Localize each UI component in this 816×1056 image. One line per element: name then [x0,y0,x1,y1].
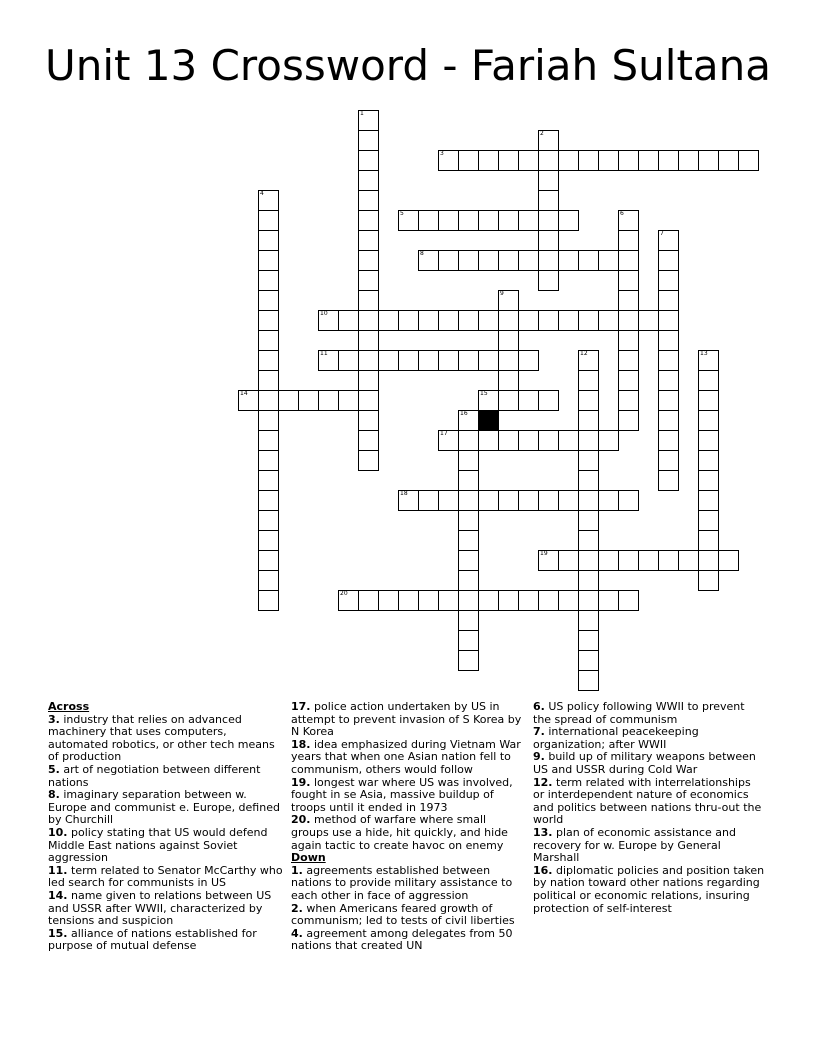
clue-down [291,903,527,928]
grid-cell[interactable] [538,150,559,171]
grid-cell[interactable] [458,570,479,591]
clue-text: art of negotiation between different nations [48,762,261,789]
grid-cell[interactable] [498,590,519,611]
grid-cell[interactable] [358,190,379,211]
grid-cell[interactable] [358,390,379,411]
grid-cell[interactable] [258,210,279,231]
clue-number-label: 17. [291,700,311,713]
clue-number: 5 [400,210,404,217]
grid-cell[interactable] [658,470,679,491]
grid-cell[interactable] [618,390,639,411]
grid-cell[interactable] [558,550,579,571]
grid-cell[interactable] [418,590,439,611]
grid-cell[interactable] [678,150,699,171]
grid-cell[interactable] [498,430,519,451]
grid-cell[interactable] [538,170,559,191]
grid-cell[interactable] [578,430,599,451]
clue-text: idea emphasized during Vietnam War years that when one Asian nation fell to communism, others would follow [291,737,521,776]
clue-text: international peacekeeping organization; after WWII [533,725,699,751]
grid-cell[interactable] [518,590,539,611]
clue-number: 15 [480,390,488,397]
clue-text: industry that relies on advanced machinery that uses computers, automated robotics, or other tech means of production [48,712,275,764]
clue-number: 2 [540,130,544,137]
grid-cell[interactable] [258,370,279,391]
clue-number-label: 4. [291,926,303,940]
clue-number: 3 [440,150,444,157]
grid-cell[interactable] [598,550,619,571]
clue-text: diplomatic policies and position taken by nation toward other nations regarding political or economic relations, insuring protection of self-interest [533,863,765,915]
grid-cell[interactable] [378,590,399,611]
grid-cell[interactable] [258,310,279,331]
clue-text: police action undertaken by US in attempt to prevent invasion of S Korea by N Korea [291,700,522,739]
clue-number: 17 [440,430,448,437]
grid-cell[interactable] [658,290,679,311]
grid-cell[interactable] [438,310,459,331]
grid-cell[interactable] [578,450,599,471]
clue-text: build up of military weapons between US and USSR during Cold War [533,750,756,776]
grid-cell[interactable] [358,150,379,171]
grid-cell[interactable] [358,590,379,611]
grid-cell[interactable] [478,210,499,231]
grid-cell[interactable] [518,310,539,331]
grid-cell[interactable] [558,490,579,511]
grid-cell[interactable] [598,150,619,171]
grid-cell[interactable] [618,270,639,291]
grid-cell[interactable] [658,330,679,351]
clue-down [533,865,765,915]
grid-cell[interactable] [598,310,619,331]
clue-number-label: 10. [48,825,68,839]
clue-down [533,751,765,776]
grid-cell[interactable] [538,310,559,331]
grid-cell[interactable] [498,330,519,351]
grid-cell[interactable] [558,210,579,231]
clue-text: agreement among delegates from 50 nations that created UN [291,926,513,953]
clue-text: alliance of nations established for purpose of mutual defense [48,926,257,953]
clue-across [48,789,288,827]
clue-text: plan of economic assistance and recovery for w. Europe by General Marshall [533,825,736,865]
clue-number: 11 [320,350,328,357]
grid-cell[interactable] [358,170,379,191]
grid-cell[interactable] [578,370,599,391]
grid-cell[interactable] [578,490,599,511]
grid-cell[interactable] [318,390,339,411]
grid-cell[interactable] [358,130,379,151]
clue-across [48,890,288,928]
grid-cell[interactable] [698,550,719,571]
grid-cell[interactable] [458,650,479,671]
grid-cell[interactable] [658,390,679,411]
clue-number: 19 [540,550,548,557]
grid-cell[interactable] [598,490,619,511]
grid-cell[interactable] [638,150,659,171]
clue-number-label: 13. [533,825,553,839]
clue-text: term related to Senator McCarthy who led search for communists in US [48,863,283,890]
clue-down [533,827,765,865]
grid-cell[interactable] [498,390,519,411]
clue-across [48,928,288,953]
clue-column-1 [48,701,288,953]
grid-cell[interactable] [458,250,479,271]
grid-cell[interactable] [458,210,479,231]
grid-cell[interactable] [578,630,599,651]
clue-number-label: 8. [48,788,60,802]
clue-column-3 [533,701,765,915]
grid-cell[interactable] [498,310,519,331]
grid-cell[interactable] [698,390,719,411]
clue-across [291,739,527,777]
clue-number-label: 7. [533,725,545,739]
grid-cell[interactable] [458,150,479,171]
grid-cell[interactable] [418,350,439,371]
page-title: Unit 13 Crossword - Fariah Sultana [44,41,772,90]
grid-cell[interactable] [258,450,279,471]
grid-cell[interactable] [578,670,599,691]
grid-cell[interactable] [538,590,559,611]
clue-number: 18 [400,490,408,497]
grid-cell[interactable] [678,550,699,571]
clue-number-label: 6. [533,700,545,713]
grid-cell[interactable] [398,590,419,611]
grid-cell[interactable] [418,490,439,511]
grid-cell[interactable] [478,150,499,171]
grid-cell[interactable] [378,310,399,331]
grid-cell[interactable] [518,150,539,171]
clue-across [48,714,288,764]
grid-cell[interactable] [338,390,359,411]
grid-cell[interactable] [578,550,599,571]
grid-cell[interactable] [658,270,679,291]
grid-cell[interactable] [258,330,279,351]
grid-cell[interactable] [618,370,639,391]
grid-cell[interactable] [478,430,499,451]
grid-cell[interactable] [358,270,379,291]
grid-cell[interactable] [598,430,619,451]
grid-cell[interactable] [578,470,599,491]
clue-number: 8 [420,250,424,257]
grid-cell[interactable] [658,450,679,471]
clue-number: 13 [700,350,708,357]
grid-cell[interactable] [578,250,599,271]
clue-number: 9 [500,290,504,297]
grid-cell[interactable] [358,230,379,251]
down-heading: Down [291,851,326,865]
clue-number-label: 3. [48,712,60,726]
grid-cell[interactable] [558,310,579,331]
grid-cell[interactable] [478,310,499,331]
clue-text: agreements established between nations to provide military assistance to each other in face of aggression [291,863,513,902]
clue-number-label: 11. [48,863,68,877]
grid-cell[interactable] [618,250,639,271]
grid-cell[interactable] [578,150,599,171]
grid-cell[interactable] [258,290,279,311]
grid-cell[interactable] [258,510,279,531]
grid-cell[interactable] [618,310,639,331]
grid-cell[interactable] [458,510,479,531]
grid-cell[interactable] [518,390,539,411]
grid-cell[interactable] [558,430,579,451]
grid-cell[interactable] [298,390,319,411]
grid-cell[interactable] [258,590,279,611]
clue-number-label: 19. [291,775,311,789]
grid-cell[interactable] [258,490,279,511]
clue-across [291,701,527,739]
clue-number-label: 1. [291,863,303,877]
grid-cell[interactable] [658,250,679,271]
clue-down [533,726,765,751]
grid-cell[interactable] [458,530,479,551]
grid-cell[interactable] [358,430,379,451]
grid-cell[interactable] [538,490,559,511]
grid-cell[interactable] [478,250,499,271]
grid-cell[interactable] [538,390,559,411]
grid-cell[interactable] [618,350,639,371]
grid-cell[interactable] [578,610,599,631]
grid-cell[interactable] [498,210,519,231]
grid-cell[interactable] [258,410,279,431]
grid-cell[interactable] [658,550,679,571]
clue-number-label: 12. [533,775,553,789]
grid-cell[interactable] [518,210,539,231]
grid-cell[interactable] [718,550,739,571]
grid-cell[interactable] [498,150,519,171]
grid-cell[interactable] [638,310,659,331]
grid-cell[interactable] [578,510,599,531]
grid-cell[interactable] [698,510,719,531]
grid-cell[interactable] [578,590,599,611]
clue-text: imaginary separation between w. Europe and communist e. Europe, defined by Churchill [48,788,280,827]
clue-number: 4 [260,190,264,197]
clue-number-label: 20. [291,813,311,827]
grid-cell[interactable] [618,290,639,311]
grid-cell[interactable] [558,150,579,171]
grid-cell[interactable] [378,350,399,371]
clue-number: 6 [620,210,624,217]
clue-text: longest war where US was involved, fought in se Asia, massive buildup of troops until it ended in 1973 [291,775,513,814]
grid-cell[interactable] [578,650,599,671]
grid-cell[interactable] [698,430,719,451]
grid-cell[interactable] [418,210,439,231]
grid-cell[interactable] [518,250,539,271]
grid-cell[interactable] [258,570,279,591]
grid-cell[interactable] [258,350,279,371]
grid-cell[interactable] [598,250,619,271]
grid-cell[interactable] [398,350,419,371]
grid-cell[interactable] [418,310,439,331]
grid-cell[interactable] [658,430,679,451]
black-square [478,410,499,431]
clue-number-label: 9. [533,750,545,764]
grid-cell[interactable] [518,430,539,451]
grid-cell[interactable] [698,150,719,171]
grid-cell[interactable] [358,250,379,271]
grid-cell[interactable] [558,590,579,611]
grid-cell[interactable] [618,230,639,251]
clue-number: 7 [660,230,664,237]
grid-cell[interactable] [398,310,419,331]
grid-cell[interactable] [658,310,679,331]
grid-cell[interactable] [698,370,719,391]
grid-cell[interactable] [618,490,639,511]
grid-cell[interactable] [458,610,479,631]
grid-cell[interactable] [438,250,459,271]
grid-cell[interactable] [438,590,459,611]
clue-across [48,865,288,890]
grid-cell[interactable] [638,550,659,571]
grid-cell[interactable] [598,590,619,611]
grid-cell[interactable] [658,350,679,371]
grid-cell[interactable] [358,310,379,331]
grid-cell[interactable] [658,370,679,391]
grid-cell[interactable] [578,310,599,331]
grid-cell[interactable] [498,350,519,371]
grid-cell[interactable] [498,250,519,271]
grid-cell[interactable] [538,230,559,251]
clue-text: method of warfare where small groups use a hide, hit quickly, and hide again tactic to create havoc on enemy [291,813,508,852]
clue-number-label: 18. [291,737,311,751]
clue-across [48,764,288,789]
clue-number-label: 2. [291,901,303,915]
clue-text: term related with interrelationships or interdependent nature of economics and politics between nations thru-out the world [533,775,762,827]
grid-cell[interactable] [578,530,599,551]
clue-column-2 [291,701,527,953]
grid-cell[interactable] [358,370,379,391]
grid-cell[interactable] [538,210,559,231]
grid-cell[interactable] [498,370,519,391]
grid-cell[interactable] [258,470,279,491]
grid-cell[interactable] [658,150,679,171]
grid-cell[interactable] [338,350,359,371]
clue-number-label: 14. [48,888,68,902]
grid-cell[interactable] [358,330,379,351]
grid-cell[interactable] [358,410,379,431]
grid-cell[interactable] [518,490,539,511]
clue-number: 1 [360,110,364,117]
grid-cell[interactable] [258,250,279,271]
grid-cell[interactable] [578,570,599,591]
grid-cell[interactable] [698,450,719,471]
grid-cell[interactable] [618,150,639,171]
clue-number: 10 [320,310,328,317]
grid-cell[interactable] [538,250,559,271]
grid-cell[interactable] [538,430,559,451]
clue-number-label: 5. [48,762,60,776]
clue-text: name given to relations between US and USSR after WWII, characterized by tensions and suspicion [48,888,272,928]
clue-number: 20 [340,590,348,597]
grid-cell[interactable] [358,210,379,231]
clue-text: when Americans feared growth of communism; led to tests of civil liberties [291,901,515,928]
grid-cell[interactable] [698,530,719,551]
grid-cell[interactable] [358,350,379,371]
grid-cell[interactable] [538,270,559,291]
clue-number: 16 [460,410,468,417]
clue-down [291,928,527,953]
grid-cell[interactable] [258,390,279,411]
grid-cell[interactable] [478,590,499,611]
grid-cell[interactable] [458,430,479,451]
clue-number: 12 [580,350,588,357]
grid-cell[interactable] [478,350,499,371]
grid-cell[interactable] [618,590,639,611]
grid-cell[interactable] [558,250,579,271]
grid-cell[interactable] [538,190,559,211]
clue-down [533,777,765,827]
grid-cell[interactable] [258,230,279,251]
grid-cell[interactable] [258,270,279,291]
grid-cell[interactable] [518,350,539,371]
grid-cell[interactable] [618,330,639,351]
grid-cell[interactable] [478,490,499,511]
grid-cell[interactable] [458,470,479,491]
grid-cell[interactable] [258,550,279,571]
grid-cell[interactable] [698,410,719,431]
grid-cell[interactable] [438,490,459,511]
grid-cell[interactable] [358,290,379,311]
grid-cell[interactable] [438,210,459,231]
grid-cell[interactable] [458,450,479,471]
grid-cell[interactable] [498,490,519,511]
grid-cell[interactable] [718,150,739,171]
clue-across [291,777,527,815]
grid-cell[interactable] [458,630,479,651]
grid-cell[interactable] [358,450,379,471]
across-heading: Across [48,700,90,713]
grid-cell[interactable] [458,490,479,511]
grid-cell[interactable] [458,350,479,371]
grid-cell[interactable] [618,410,639,431]
grid-cell[interactable] [618,550,639,571]
grid-cell[interactable] [698,570,719,591]
grid-cell[interactable] [578,410,599,431]
clue-text: policy stating that US would defend Middle East nations against Soviet aggression [48,825,268,865]
clue-down [533,701,765,726]
grid-cell[interactable] [338,310,359,331]
grid-cell[interactable] [578,390,599,411]
grid-cell[interactable] [458,310,479,331]
grid-cell[interactable] [658,410,679,431]
grid-cell[interactable] [258,430,279,451]
grid-cell[interactable] [698,470,719,491]
clue-down [291,865,527,903]
grid-cell[interactable] [698,490,719,511]
clue-across [291,814,527,852]
grid-cell[interactable] [278,390,299,411]
grid-cell[interactable] [458,550,479,571]
grid-cell[interactable] [738,150,759,171]
clue-number-label: 16. [533,863,553,877]
grid-cell[interactable] [458,590,479,611]
clue-text: US policy following WWII to prevent the spread of communism [533,700,745,726]
clue-number-label: 15. [48,926,68,940]
grid-cell[interactable] [258,530,279,551]
grid-cell[interactable] [438,350,459,371]
clue-number: 14 [240,390,248,397]
clue-across [48,827,288,865]
